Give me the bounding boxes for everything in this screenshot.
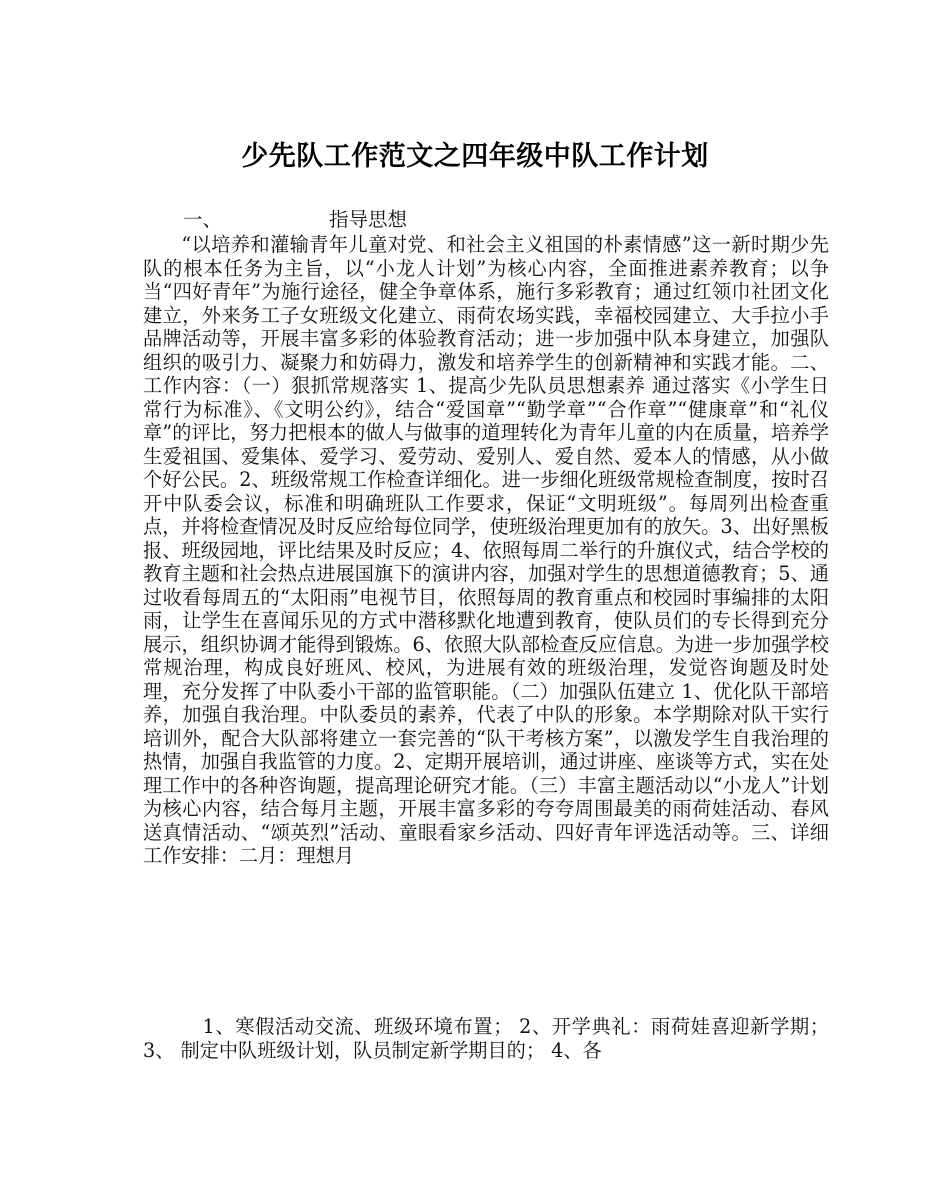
document-page: [143, 0, 829, 1189]
section-heading: [183, 208, 407, 232]
section-title: 指导思想: [329, 208, 408, 231]
body-paragraph-main: “以培养和灌输青年儿童对党、和社会主义祖国的朴素情感”这一新时期少先队的根本任务为主旨，以“小龙人计划”为核心内容，全面推进素养教育；以争当“四好青年”为施行途径，健全争章体系，施行多彩教育；通过红领巾社团文化建立，外来务工子女班级文化建立、雨荷农场实践，幸福校园建立、大手拉小手品牌活动等，开展丰富多彩的体验教育活动；进一步加强中队本身建立，加强队组织的吸引力、凝聚力和妨碍力，激发和培养学生的创新精神和实践才能。二、工作内容：（一）狠抓常规落实 1、提高少先队员思想素养 通过落实《小学生日常行为标准》、《文明公约》，结合“爱国章”“勤学章”“合作章”“健康章”和“礼仪章”的评比，努力把根本的做人与做事的道理转化为青年儿童的内在质量，培养学生爱祖国、爱集体、爱学习、爱劳动、爱别人、爱自然、爱本人的情感，从小做个好公民。2、班级常规工作检查详细化。进一步细化班级常规检查制度，按时召开中队委会议，标准和明确班队工作要求，保证“文明班级”。每周列出检查重点，并将检查情况及时反应给每位同学，使班级治理更加有的放矢。3、出好黑板报、班级园地，评比结果及时反应；4、依照每周二举行的升旗仪式，结合学校的教育主题和社会热点进展国旗下的演讲内容，加强对学生的思想道德教育；5、通过收看每周五的“太阳雨”电视节目，依照每周的教育重点和校园时事编排的太阳雨，让学生在喜闻乐见的方式中潜移默化地遭到教育，使队员们的专长得到充分展示，组织协调才能得到锻炼。6、依照大队部检查反应信息。为进一步加强学校常规治理，构成良好班风、校风，为进展有效的班级治理，发觉咨询题及时处理，充分发挥了中队委小干部的监管职能。（二）加强队伍建立 1、优化队干部培养，加强自我治理。中队委员的素养，代表了中队的形象。本学期除对队干实行培训外，配合大队部将建立一套完善的“队干考核方案”，以激发学生自我治理的热情，加强自我监管的力度。2、定期开展培训，通过讲座、座谈等方式，实在处理工作中的各种咨询题，提高理论研究才能。（三）丰富主题活动以“小龙人”计划为核心内容，结合每月主题，开展丰富多彩的夸夸周围最美的雨荷娃活动、春风送真情活动、“颂英烈”活动、童眼看家乡活动、四好青年评选活动等。三、详细工作安排：二月：理想月: [143, 233, 829, 867]
section-number: 一、: [183, 208, 223, 231]
document-title: 少先队工作范文之四年级中队工作计划: [241, 141, 709, 172]
body-paragraph-schedule: 1、寒假活动交流、班级环境布置； 2、开学典礼：雨荷娃喜迎新学期；3、 制定中队班级计划，队员制定新学期目的； 4、各: [143, 1015, 829, 1062]
